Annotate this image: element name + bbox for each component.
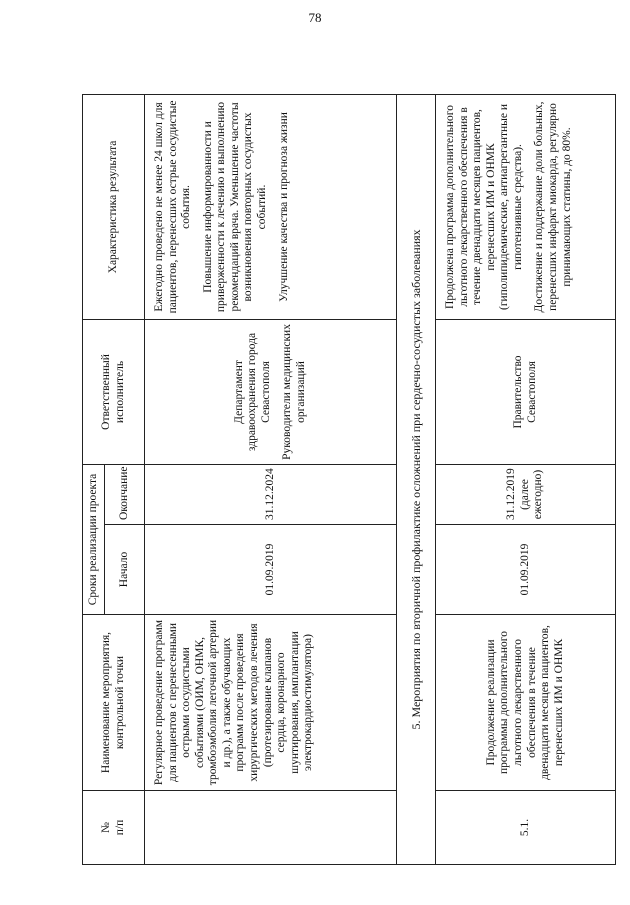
row2-name: Продолжение реализации программы дополнительного льготного лекарственного обеспечения в течение двенадцати месяцев пациентов, перенесших ИМ и ОНМК [436,615,616,791]
header-result: Характеристика результата [83,94,145,319]
header-name: Наименование мероприятия, контрольной точки [83,615,145,791]
row2-result [436,94,616,319]
header-end: Окончание [105,464,145,524]
row1-result-quality: Улучшение качества и прогноза жизни [277,112,290,302]
row1-result-schools: Ежегодно проведено не менее 24 школ для пациентов, перенесших острые сосудистые события. [153,100,193,314]
header-responsible: Ответственный исполнитель [83,319,145,464]
table-row [436,94,616,864]
table-row [145,94,397,864]
row1-result [145,94,397,319]
row2-responsible: Правительство Севастополя [436,319,616,464]
row2-start: 01.09.2019 [436,525,616,615]
header-start: Начало [105,525,145,615]
rotated-table-container [82,95,612,865]
header-num: № п/п [83,791,145,865]
row1-end: 31.12.2024 [145,464,397,524]
row2-result-statins: Достижение и поддержание доли больных, перенесших инфаркт миокарда, регулярно принимающих статины, до 80%. [533,101,573,313]
row2-num: 5.1. [436,791,616,865]
page-number: 78 [308,10,322,25]
row2-end: 31.12.2019 (далее ежегодно) [436,464,616,524]
row1-responsible-dept: Департамент здравоохранения города Севастополя [232,332,272,452]
row1-num [145,791,397,865]
row1-responsible [145,319,397,464]
header-period: Сроки реализации проекта [83,464,105,614]
row1-responsible-heads: Руководители медицинских организаций [281,324,307,460]
row1-result-awareness: Повышение информированности и приверженности к лечению и выполнению рекомендаций врача. Уменьшение частоты возникновения повторных сосудистых событий. [201,101,268,313]
row1-start: 01.09.2019 [145,525,397,615]
row1-name: Регулярное проведение программ для пациентов с перенесенными острыми сосудистыми событиями (ОИМ, ОНМК, тромбоэмболия легочной артерии и др.), а также обучающих программ после проведения хирургических методов лечения (протезирование клапанов сердца, коронарного шунтирования, имплантации электрокардиостимулятора) [145,615,397,791]
section-5-title: 5. Мероприятия по вторичной профилактике осложнений при сердечно-сосудистых заболеваниях [397,94,436,864]
activities-table [82,94,616,865]
row2-result-program: Продолжена программа дополнительного льготного лекарственного обеспечения в течение двенадцати месяцев пациентов, перенесших ИМ и ОНМК (гиполипидемические, антиагрегантные и гипотензивные средства). [444,103,524,311]
section-row [397,94,436,864]
